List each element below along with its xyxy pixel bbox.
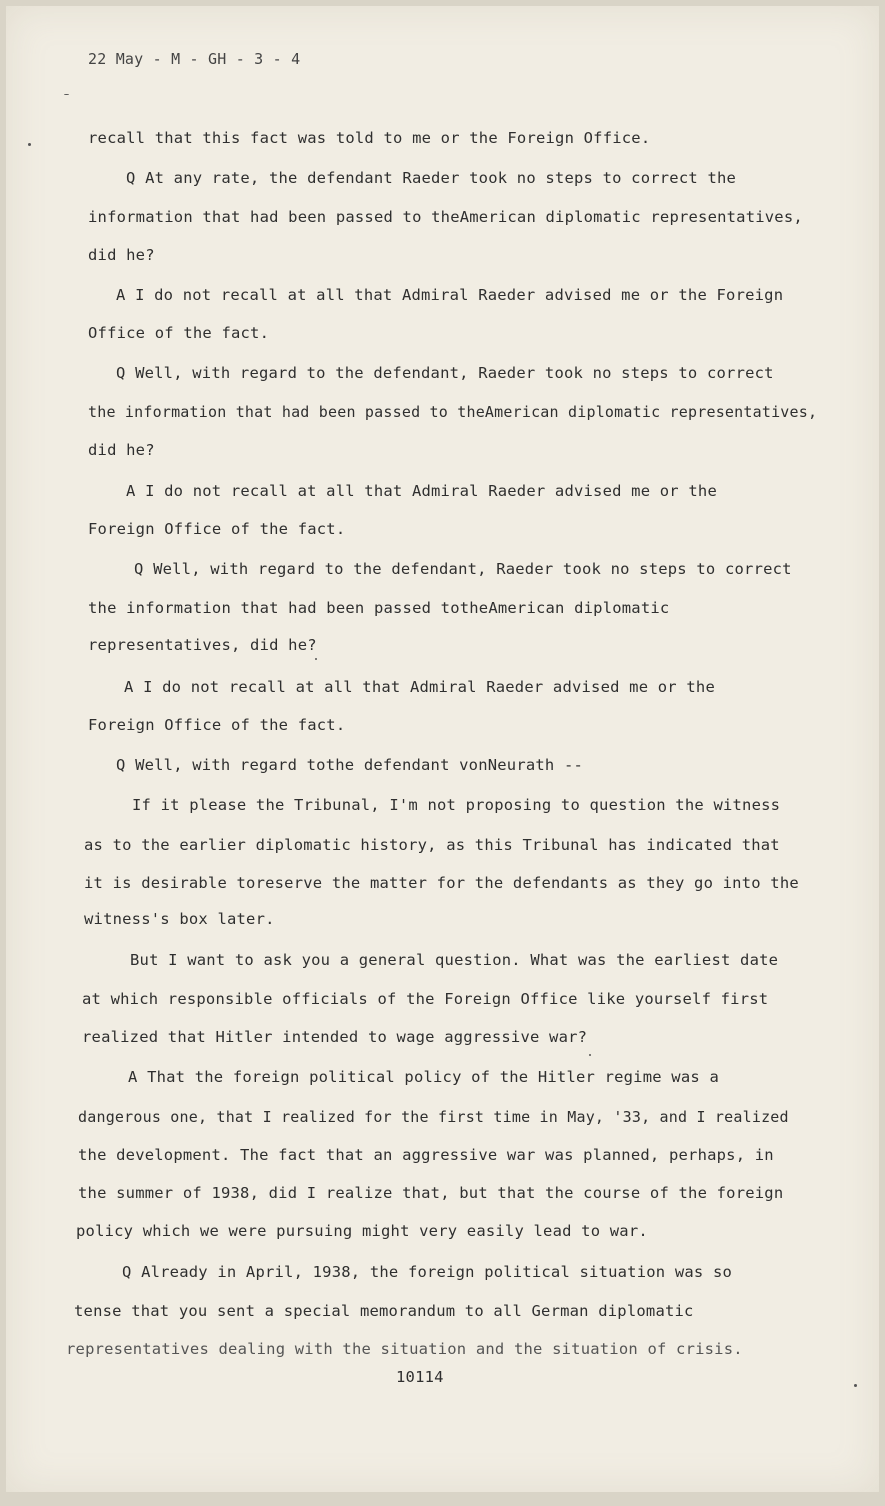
- document-page: [6, 6, 879, 1492]
- ink-speck: [28, 143, 31, 146]
- text-line: dangerous one, that I realized for the first time in May, '33, and I realized: [78, 1108, 789, 1126]
- ink-speck: [315, 658, 317, 660]
- ink-speck: [854, 1384, 857, 1387]
- text-line: Foreign Office of the fact.: [88, 716, 346, 734]
- ink-speck: [64, 94, 69, 95]
- text-line: If it please the Tribunal, I'm not proposing to question the witness: [132, 796, 781, 814]
- page-number: 10114: [396, 1368, 444, 1386]
- text-line: at which responsible officials of the Foreign Office like yourself first: [82, 990, 769, 1008]
- text-line: Office of the fact.: [88, 324, 270, 342]
- text-line: But I want to ask you a general question. What was the earliest date: [130, 951, 779, 969]
- text-line: A I do not recall at all that Admiral Raeder advised me or the Foreign: [116, 286, 784, 304]
- page-header: 22 May - M - GH - 3 - 4: [88, 50, 301, 68]
- text-line: information that had been passed to theAmerican diplomatic representatives,: [88, 208, 803, 226]
- text-line: realized that Hitler intended to wage aggressive war?: [82, 1028, 588, 1046]
- text-line: the development. The fact that an aggressive war was planned, perhaps, in: [78, 1146, 774, 1164]
- ink-speck: [589, 1054, 591, 1056]
- text-line: did he?: [88, 246, 155, 264]
- text-line: the information that had been passed to theAmerican diplomatic representatives,: [88, 403, 818, 421]
- text-line: it is desirable toreserve the matter for the defendants as they go into the: [84, 874, 799, 892]
- text-line: A That the foreign political policy of the Hitler regime was a: [128, 1068, 719, 1086]
- text-line: did he?: [88, 441, 155, 459]
- text-line: Q Well, with regard to the defendant, Raeder took no steps to correct: [116, 364, 774, 382]
- text-line: witness's box later.: [84, 910, 275, 928]
- text-line: the information that had been passed totheAmerican diplomatic: [88, 599, 670, 617]
- text-line: policy which we were pursuing might very easily lead to war.: [76, 1222, 648, 1240]
- text-line: recall that this fact was told to me or the Foreign Office.: [88, 129, 651, 147]
- text-line: A I do not recall at all that Admiral Raeder advised me or the: [126, 482, 717, 500]
- text-line: A I do not recall at all that Admiral Raeder advised me or the: [124, 678, 715, 696]
- text-line: as to the earlier diplomatic history, as this Tribunal has indicated that: [84, 836, 780, 854]
- text-line: tense that you sent a special memorandum to all German diplomatic: [74, 1302, 694, 1320]
- text-line: Q Well, with regard to the defendant, Raeder took no steps to correct: [134, 560, 792, 578]
- text-line: Q Already in April, 1938, the foreign political situation was so: [122, 1263, 733, 1281]
- text-line: representatives, did he?: [88, 636, 317, 654]
- text-line: the summer of 1938, did I realize that, but that the course of the foreign: [78, 1184, 784, 1202]
- text-line: Q Well, with regard tothe defendant vonNeurath --: [116, 756, 584, 774]
- text-line: Q At any rate, the defendant Raeder took no steps to correct the: [126, 169, 737, 187]
- text-line: representatives dealing with the situation and the situation of crisis.: [66, 1340, 743, 1358]
- text-line: Foreign Office of the fact.: [88, 520, 346, 538]
